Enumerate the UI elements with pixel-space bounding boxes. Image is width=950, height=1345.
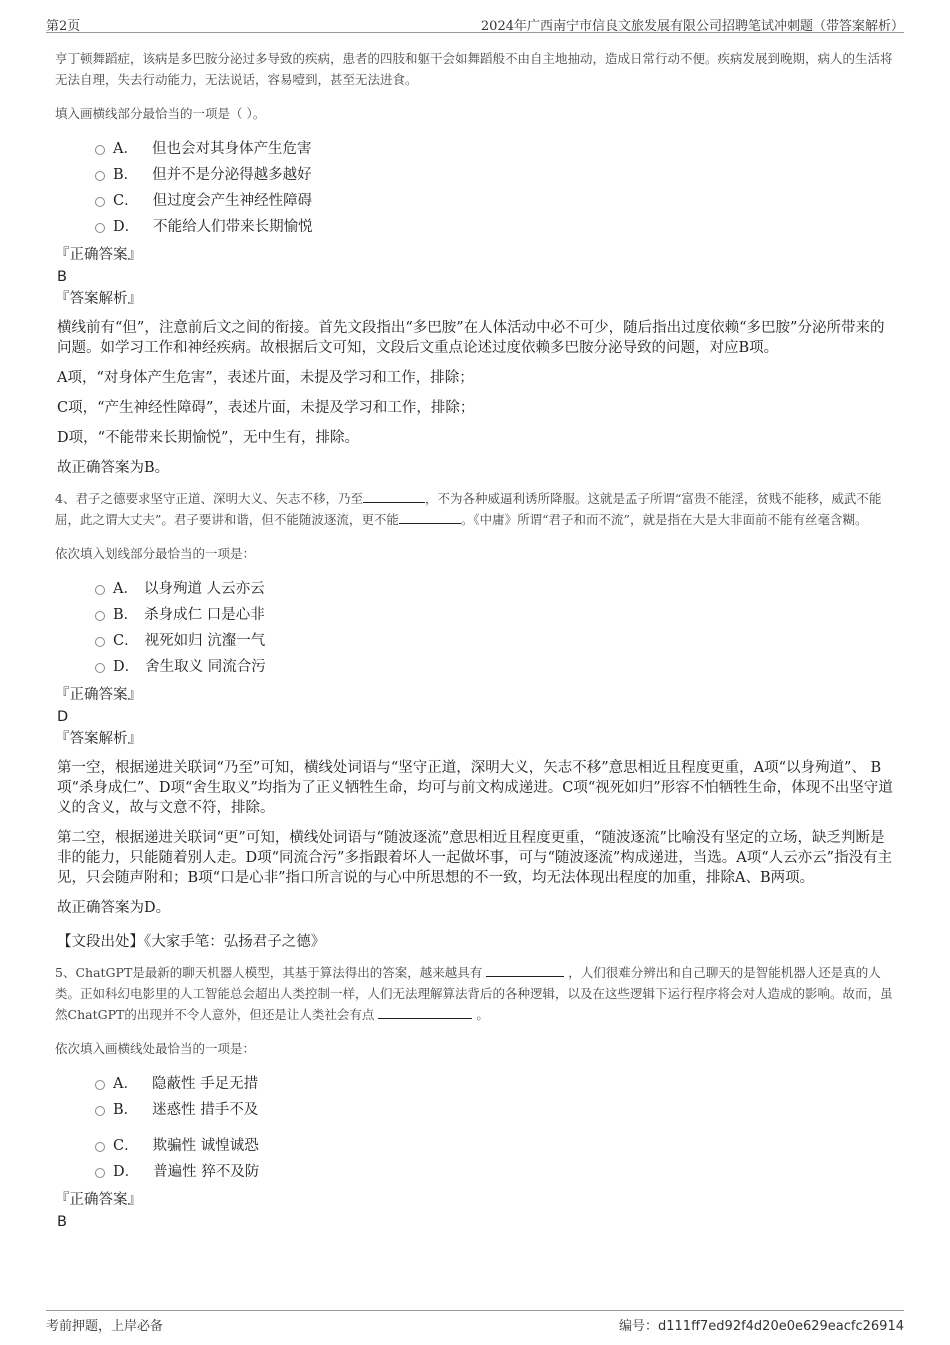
q4-option-a[interactable]: A． 以身殉道 人云亦云 (95, 574, 897, 600)
q4-source: 【文段出处】《大家手笔：弘扬君子之德》 (57, 934, 326, 950)
q5-answer-label: 『正确答案』 (55, 1192, 142, 1208)
blank-line (399, 511, 461, 524)
radio-icon[interactable] (95, 223, 105, 233)
q3-options (95, 134, 897, 238)
q3-analysis-4: D项，“不能带来长期愉悦”，无中生有，排除。 (57, 430, 359, 446)
radio-icon[interactable] (95, 1168, 105, 1178)
q3-answer: B (57, 269, 67, 285)
q5-option-d[interactable]: D． 普遍性 猝不及防 (95, 1157, 897, 1183)
radio-icon[interactable] (95, 1142, 105, 1152)
q3-analysis-2: A项，“对身体产生危害”，表述片面，未提及学习和工作，排除； (57, 370, 474, 386)
q3-option-b[interactable]: B． 但并不是分泌得越多越好 (95, 160, 897, 186)
q3-analysis-5: 故正确答案为B。 (57, 460, 170, 476)
q3-passage: 亨丁顿舞蹈症，该病是多巴胺分泌过多导致的疾病，患者的四肢和躯干会如舞蹈般不由自主地抽动，造成日常行动不便。疾病发展到晚期，病人的生活将无法自理，失去行动能力，无法说话，容易噎到，甚至无法进食。 (55, 51, 893, 87)
q3-option-d[interactable]: D． 不能给人们带来长期愉悦 (95, 212, 897, 238)
q3-analysis-3: C项，“产生神经性障碍”，表述片面，未提及学习和工作，排除； (57, 400, 475, 416)
radio-icon[interactable] (95, 637, 105, 647)
q5-passage: 5、ChatGPT是最新的聊天机器人模型，其基于算法得出的答案，越来越具有 ，人们很难分辨出和自己聊天的是智能机器人还是真的人类。正如科幻电影里的人工智能总会超出人类控制一样，人们无法理解算法背后的各种逻辑，以及在这些逻辑下运行程序将会对人造成的影响。故而，虽然ChatGPT的出现并不令人意外，但还是让人类社会有点 。 (55, 965, 893, 1022)
q4-analysis-3: 故正确答案为D。 (57, 900, 171, 916)
q4-analysis-2: 第二空，根据递进关联词“更”可知，横线处词语与“随波逐流”意思相近且程度更重，“随波逐流”比喻没有坚定的立场，缺乏判断是非的能力，只能随着别人走。D项“同流合污”多指跟着坏人一起做坏事，可与“随波逐流”构成递进，当选。A项“人云亦云”指没有主见，只会随声附和；B项“口是心非”指口所言说的与心中所思想的不一致，均无法体现出程度的加重，排除A、B两项。 (57, 830, 893, 886)
q3-option-a[interactable]: A． 但也会对其身体产生危害 (95, 134, 897, 160)
q4-option-c[interactable]: C． 视死如归 沆瀣一气 (95, 626, 897, 652)
page-number: 第2页 (46, 19, 81, 34)
radio-icon[interactable] (95, 197, 105, 207)
radio-icon[interactable] (95, 585, 105, 595)
q5-option-c[interactable]: C． 欺骗性 诚惶诚恐 (95, 1131, 897, 1157)
footer-slogan: 考前押题，上岸必备 (46, 1319, 164, 1334)
q4-prompt: 依次填入划线部分最恰当的一项是： (55, 546, 256, 561)
q5-prompt: 依次填入画横线处最恰当的一项是： (55, 1041, 256, 1056)
q3-analysis-label: 『答案解析』 (55, 291, 142, 307)
q4-analysis-1: 第一空，根据递进关联词“乃至”可知，横线处词语与“坚守正道，深明大义，矢志不移”意思相近且程度更重，A项“以身殉道”、 B项“杀身成仁”、D项“舍生取义”均指为了正义牺牲生命，均可与前文构成递进。C项“视死如归”形容不怕牺牲生命，体现不出坚守道义的含义，故与文意不符，排除。 (57, 760, 893, 816)
blank-line (363, 490, 425, 503)
q5-answer: B (57, 1214, 67, 1230)
blank-line (486, 964, 564, 977)
q5-options (95, 1069, 897, 1183)
q4-options (95, 574, 897, 678)
q4-answer: D (57, 709, 69, 725)
q3-answer-label: 『正确答案』 (55, 247, 142, 263)
radio-icon[interactable] (95, 145, 105, 155)
q5-option-a[interactable]: A． 隐蔽性 手足无措 (95, 1069, 897, 1095)
radio-icon[interactable] (95, 663, 105, 673)
q3-option-c[interactable]: C． 但过度会产生神经性障碍 (95, 186, 897, 212)
page-footer (46, 1310, 904, 1335)
q4-answer-label: 『正确答案』 (55, 687, 142, 703)
q4-passage: 4、君子之德要求坚守正道、深明大义、矢志不移，乃至 ，不为各种威逼利诱所降服。这就是孟子所谓“富贵不能淫，贫贱不能移，威武不能屈，此之谓大丈夫”。君子要讲和谐，但不能随波逐流，更不能 。《中庸》所谓“君子和而不流”，就是指在大是大非面前不能有丝毫含糊。 (55, 491, 882, 527)
radio-icon[interactable] (95, 1106, 105, 1116)
q4-option-b[interactable]: B． 杀身成仁 口是心非 (95, 600, 897, 626)
document-title: 2024年广西南宁市信良文旅发展有限公司招聘笔试冲刺题（带答案解析） (480, 19, 904, 34)
q5-option-b[interactable]: B． 迷惑性 措手不及 (95, 1095, 897, 1121)
page-header (46, 12, 904, 33)
q4-option-d[interactable]: D． 舍生取义 同流合污 (95, 652, 897, 678)
blank-line (378, 1006, 472, 1019)
radio-icon[interactable] (95, 611, 105, 621)
document-code: 编号：d111ff7ed92f4d20e0e629eacfc26914 (618, 1319, 904, 1334)
q4-analysis-label: 『答案解析』 (55, 731, 142, 747)
radio-icon[interactable] (95, 1080, 105, 1090)
q3-analysis-1: 横线前有“但”，注意前后文之间的衔接。首先文段指出“多巴胺”在人体活动中必不可少，随后指出过度依赖“多巴胺”分泌所带来的问题。如学习工作和神经疾病。故根据后文可知，文段后文重点论述过度依赖多巴胺分泌导致的问题，对应B项。 (57, 320, 885, 356)
document-body (55, 48, 897, 1233)
radio-icon[interactable] (95, 171, 105, 181)
q3-prompt: 填入画横线部分最恰当的一项是（ ）。 (55, 106, 266, 121)
